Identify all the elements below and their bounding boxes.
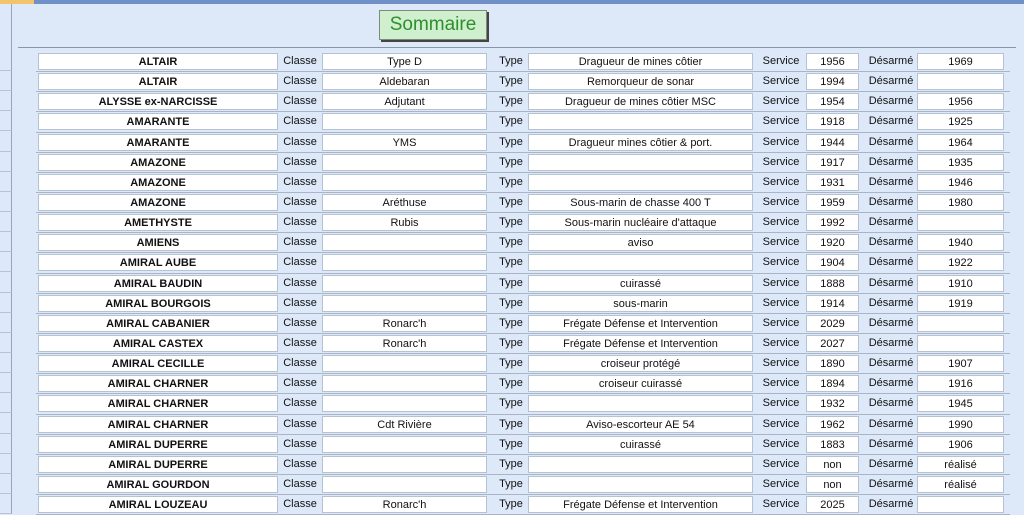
desarme-label: Désarmé	[868, 95, 914, 108]
classe-field[interactable]	[322, 355, 487, 372]
type-field[interactable]: sous-marin	[528, 295, 753, 312]
ship-name-field[interactable]: AMIRAL GOURDON	[38, 476, 278, 493]
ship-name-field[interactable]: AMIRAL CHARNER	[38, 416, 278, 433]
type-field[interactable]: croiseur cuirassé	[528, 375, 753, 392]
desarme-label: Désarmé	[868, 397, 914, 410]
service-label: Service	[762, 256, 800, 269]
type-field[interactable]: cuirassé	[528, 436, 753, 453]
service-field[interactable]: 1914	[806, 295, 859, 312]
type-label: Type	[499, 195, 523, 208]
service-field[interactable]: 1918	[806, 113, 859, 130]
desarme-label: Désarmé	[868, 417, 914, 430]
service-label: Service	[762, 115, 800, 128]
desarme-label: Désarmé	[868, 477, 914, 490]
ship-name-field[interactable]: AMIRAL CHARNER	[38, 395, 278, 412]
classe-label: Classe	[283, 256, 317, 269]
type-label: Type	[499, 316, 523, 329]
ship-row[interactable]	[0, 334, 1024, 354]
classe-label: Classe	[283, 195, 317, 208]
type-field[interactable]: Dragueur de mines côtier	[528, 53, 753, 70]
service-field[interactable]: 2027	[806, 335, 859, 352]
classe-field[interactable]	[322, 476, 487, 493]
desarme-field[interactable]: 1935	[917, 154, 1004, 171]
type-field[interactable]	[528, 476, 753, 493]
type-field[interactable]: croiseur protégé	[528, 355, 753, 372]
ship-name-field[interactable]: AMIRAL BAUDIN	[38, 275, 278, 292]
type-label: Type	[499, 175, 523, 188]
desarme-field[interactable]: 1956	[917, 93, 1004, 110]
ship-row[interactable]	[0, 213, 1024, 233]
type-label: Type	[499, 498, 523, 511]
ship-name-field[interactable]: AMAZONE	[38, 154, 278, 171]
classe-field[interactable]	[322, 375, 487, 392]
type-field[interactable]: Remorqueur de sonar	[528, 73, 753, 90]
classe-label: Classe	[283, 498, 317, 511]
desarme-field[interactable]	[917, 73, 1004, 90]
ship-row[interactable]	[0, 133, 1024, 153]
classe-label: Classe	[283, 437, 317, 450]
desarme-label: Désarmé	[868, 55, 914, 67]
type-label: Type	[499, 95, 523, 108]
type-field[interactable]: aviso	[528, 234, 753, 251]
service-field[interactable]: 1888	[806, 275, 859, 292]
desarme-field[interactable]	[917, 335, 1004, 352]
desarme-label: Désarmé	[868, 276, 914, 289]
ship-row[interactable]	[0, 92, 1024, 112]
desarme-field[interactable]: 1922	[917, 254, 1004, 271]
service-label: Service	[762, 457, 800, 470]
desarme-label: Désarmé	[868, 377, 914, 390]
classe-label: Classe	[283, 477, 317, 490]
type-field[interactable]	[528, 154, 753, 171]
type-label: Type	[499, 256, 523, 269]
classe-field[interactable]	[322, 395, 487, 412]
ship-name-field[interactable]: AMARANTE	[38, 134, 278, 151]
service-field[interactable]: 1992	[806, 214, 859, 231]
ship-name-field[interactable]: ALYSSE ex-NARCISSE	[38, 93, 278, 110]
desarme-label: Désarmé	[868, 316, 914, 329]
service-field[interactable]: 1890	[806, 355, 859, 372]
desarme-label: Désarmé	[868, 437, 914, 450]
ship-row[interactable]	[0, 374, 1024, 394]
desarme-field[interactable]: 1907	[917, 355, 1004, 372]
header-divider	[18, 47, 1016, 48]
type-label: Type	[499, 457, 523, 470]
type-field[interactable]: Frégate Défense et Intervention	[528, 496, 753, 513]
ship-row[interactable]	[0, 173, 1024, 193]
service-label: Service	[762, 397, 800, 410]
service-label: Service	[762, 437, 800, 450]
type-field[interactable]: Frégate Défense et Intervention	[528, 335, 753, 352]
ship-row[interactable]	[0, 72, 1024, 92]
classe-field[interactable]	[322, 234, 487, 251]
desarme-field[interactable]: 1940	[917, 234, 1004, 251]
service-field[interactable]: 1956	[806, 53, 859, 70]
service-field[interactable]: non	[806, 456, 859, 473]
ship-row[interactable]	[0, 435, 1024, 455]
desarme-label: Désarmé	[868, 357, 914, 370]
desarme-field[interactable]: réalisé	[917, 456, 1004, 473]
service-label: Service	[762, 75, 800, 88]
ship-name-field[interactable]: AMIRAL LOUZEAU	[38, 496, 278, 513]
desarme-field[interactable]	[917, 315, 1004, 332]
desarme-field[interactable]: 1910	[917, 275, 1004, 292]
ship-name-field[interactable]: AMARANTE	[38, 113, 278, 130]
classe-label: Classe	[283, 95, 317, 108]
active-sheet-tab[interactable]	[0, 0, 34, 4]
service-field[interactable]: 1904	[806, 254, 859, 271]
service-field[interactable]: 1959	[806, 194, 859, 211]
classe-label: Classe	[283, 155, 317, 168]
classe-label: Classe	[283, 115, 317, 128]
ship-row[interactable]	[0, 253, 1024, 273]
classe-label: Classe	[283, 216, 317, 229]
service-field[interactable]: 1920	[806, 234, 859, 251]
service-label: Service	[762, 95, 800, 108]
desarme-field[interactable]: 1964	[917, 134, 1004, 151]
classe-field[interactable]: Ronarc'h	[322, 496, 487, 513]
ships-list	[0, 52, 1024, 515]
ship-row[interactable]	[0, 153, 1024, 173]
service-field[interactable]: 1994	[806, 73, 859, 90]
service-label: Service	[762, 336, 800, 349]
type-field[interactable]: Dragueur de mines côtier MSC	[528, 93, 753, 110]
ship-name-field[interactable]: AMIRAL CASTEX	[38, 335, 278, 352]
ship-name-field[interactable]: ALTAIR	[38, 53, 278, 70]
type-field[interactable]: Frégate Défense et Intervention	[528, 315, 753, 332]
type-field[interactable]	[528, 254, 753, 271]
classe-label: Classe	[283, 296, 317, 309]
desarme-label: Désarmé	[868, 195, 914, 208]
classe-field[interactable]: Aldebaran	[322, 73, 487, 90]
ship-row[interactable]	[0, 112, 1024, 132]
classe-field[interactable]: Adjutant	[322, 93, 487, 110]
desarme-field[interactable]	[917, 214, 1004, 231]
type-label: Type	[499, 336, 523, 349]
type-label: Type	[499, 236, 523, 249]
classe-field[interactable]: YMS	[322, 134, 487, 151]
service-field[interactable]: 1954	[806, 93, 859, 110]
type-label: Type	[499, 357, 523, 370]
type-label: Type	[499, 135, 523, 148]
classe-label: Classe	[283, 75, 317, 88]
ship-name-field[interactable]: AMIENS	[38, 234, 278, 251]
desarme-field[interactable]: 1946	[917, 174, 1004, 191]
classe-field[interactable]: Type D	[322, 53, 487, 70]
desarme-label: Désarmé	[868, 135, 914, 148]
classe-label: Classe	[283, 417, 317, 430]
classe-field[interactable]	[322, 113, 487, 130]
ship-row[interactable]	[0, 233, 1024, 253]
service-label: Service	[762, 195, 800, 208]
service-label: Service	[762, 236, 800, 249]
classe-field[interactable]: Cdt Rivière	[322, 416, 487, 433]
ship-name-field[interactable]: AMIRAL BOURGOIS	[38, 295, 278, 312]
service-label: Service	[762, 477, 800, 490]
type-label: Type	[499, 296, 523, 309]
service-label: Service	[762, 55, 800, 67]
classe-field[interactable]: Ronarc'h	[322, 335, 487, 352]
ship-row[interactable]	[0, 394, 1024, 414]
desarme-field[interactable]: 1969	[917, 53, 1004, 70]
service-label: Service	[762, 155, 800, 168]
classe-label: Classe	[283, 316, 317, 329]
type-field[interactable]	[528, 395, 753, 412]
service-field[interactable]: 2025	[806, 496, 859, 513]
service-field[interactable]: 1932	[806, 395, 859, 412]
classe-field[interactable]: Rubis	[322, 214, 487, 231]
type-label: Type	[499, 276, 523, 289]
desarme-field[interactable]: 1916	[917, 375, 1004, 392]
ship-name-field[interactable]: AMIRAL CECILLE	[38, 355, 278, 372]
type-label: Type	[499, 55, 523, 67]
classe-field[interactable]: Aréthuse	[322, 194, 487, 211]
ship-name-field[interactable]: AMIRAL DUPERRE	[38, 456, 278, 473]
type-label: Type	[499, 397, 523, 410]
classe-field[interactable]	[322, 174, 487, 191]
desarme-field[interactable]: 1990	[917, 416, 1004, 433]
type-label: Type	[499, 115, 523, 128]
service-label: Service	[762, 357, 800, 370]
type-field[interactable]	[528, 174, 753, 191]
desarme-label: Désarmé	[868, 457, 914, 470]
service-label: Service	[762, 276, 800, 289]
type-label: Type	[499, 377, 523, 390]
classe-field[interactable]	[322, 436, 487, 453]
classe-label: Classe	[283, 457, 317, 470]
classe-label: Classe	[283, 175, 317, 188]
service-label: Service	[762, 498, 800, 511]
type-field[interactable]	[528, 456, 753, 473]
classe-label: Classe	[283, 236, 317, 249]
desarme-field[interactable]: 1919	[917, 295, 1004, 312]
type-field[interactable]: Aviso-escorteur AE 54	[528, 416, 753, 433]
ship-name-field[interactable]: AMAZONE	[38, 194, 278, 211]
desarme-label: Désarmé	[868, 498, 914, 511]
service-label: Service	[762, 135, 800, 148]
classe-field[interactable]	[322, 295, 487, 312]
type-label: Type	[499, 216, 523, 229]
type-field[interactable]: Sous-marin de chasse 400 T	[528, 194, 753, 211]
ship-name-field[interactable]: AMIRAL DUPERRE	[38, 436, 278, 453]
classe-label: Classe	[283, 135, 317, 148]
desarme-label: Désarmé	[868, 216, 914, 229]
desarme-field[interactable]: 1945	[917, 395, 1004, 412]
service-field[interactable]: 1894	[806, 375, 859, 392]
ship-row[interactable]	[0, 354, 1024, 374]
desarme-label: Désarmé	[868, 236, 914, 249]
ship-name-field[interactable]: AMETHYSTE	[38, 214, 278, 231]
service-label: Service	[762, 175, 800, 188]
classe-label: Classe	[283, 276, 317, 289]
desarme-label: Désarmé	[868, 256, 914, 269]
ship-row[interactable]	[0, 193, 1024, 213]
type-label: Type	[499, 417, 523, 430]
service-field[interactable]: 1944	[806, 134, 859, 151]
service-field[interactable]: 1883	[806, 436, 859, 453]
ship-row[interactable]	[0, 495, 1024, 515]
service-label: Service	[762, 316, 800, 329]
service-label: Service	[762, 417, 800, 430]
type-label: Type	[499, 477, 523, 490]
type-label: Type	[499, 75, 523, 88]
ship-row[interactable]	[0, 475, 1024, 495]
desarme-field[interactable]: 1980	[917, 194, 1004, 211]
classe-field[interactable]: Ronarc'h	[322, 315, 487, 332]
ship-name-field[interactable]: ALTAIR	[38, 73, 278, 90]
ship-row[interactable]	[0, 294, 1024, 314]
ship-row[interactable]	[0, 52, 1024, 72]
sommaire-button[interactable]: Sommaire	[379, 10, 487, 40]
ship-row[interactable]	[0, 415, 1024, 435]
service-field[interactable]: 2029	[806, 315, 859, 332]
classe-label: Classe	[283, 55, 317, 67]
desarme-field[interactable]: réalisé	[917, 476, 1004, 493]
ship-name-field[interactable]: AMAZONE	[38, 174, 278, 191]
ship-row[interactable]	[0, 455, 1024, 475]
desarme-label: Désarmé	[868, 336, 914, 349]
type-field[interactable]: Sous-marin nucléaire d'attaque	[528, 214, 753, 231]
service-field[interactable]: 1917	[806, 154, 859, 171]
desarme-label: Désarmé	[868, 155, 914, 168]
classe-field[interactable]	[322, 154, 487, 171]
type-field[interactable]: cuirassé	[528, 275, 753, 292]
type-label: Type	[499, 155, 523, 168]
classe-field[interactable]	[322, 456, 487, 473]
desarme-label: Désarmé	[868, 175, 914, 188]
desarme-label: Désarmé	[868, 75, 914, 88]
ship-name-field[interactable]: AMIRAL AUBE	[38, 254, 278, 271]
service-field[interactable]: non	[806, 476, 859, 493]
desarme-field[interactable]: 1906	[917, 436, 1004, 453]
classe-label: Classe	[283, 377, 317, 390]
service-field[interactable]: 1931	[806, 174, 859, 191]
window-top-bar	[0, 0, 1024, 4]
type-field[interactable]: Dragueur mines côtier & port.	[528, 134, 753, 151]
classe-field[interactable]	[322, 254, 487, 271]
ship-row[interactable]	[0, 314, 1024, 334]
ship-name-field[interactable]: AMIRAL CABANIER	[38, 315, 278, 332]
type-field[interactable]	[528, 113, 753, 130]
desarme-label: Désarmé	[868, 115, 914, 128]
desarme-field[interactable]: 1925	[917, 113, 1004, 130]
service-field[interactable]: 1962	[806, 416, 859, 433]
desarme-label: Désarmé	[868, 296, 914, 309]
service-label: Service	[762, 296, 800, 309]
classe-field[interactable]	[322, 275, 487, 292]
service-label: Service	[762, 216, 800, 229]
classe-label: Classe	[283, 357, 317, 370]
ship-name-field[interactable]: AMIRAL CHARNER	[38, 375, 278, 392]
ship-row[interactable]	[0, 274, 1024, 294]
type-label: Type	[499, 437, 523, 450]
classe-label: Classe	[283, 397, 317, 410]
classe-label: Classe	[283, 336, 317, 349]
service-label: Service	[762, 377, 800, 390]
